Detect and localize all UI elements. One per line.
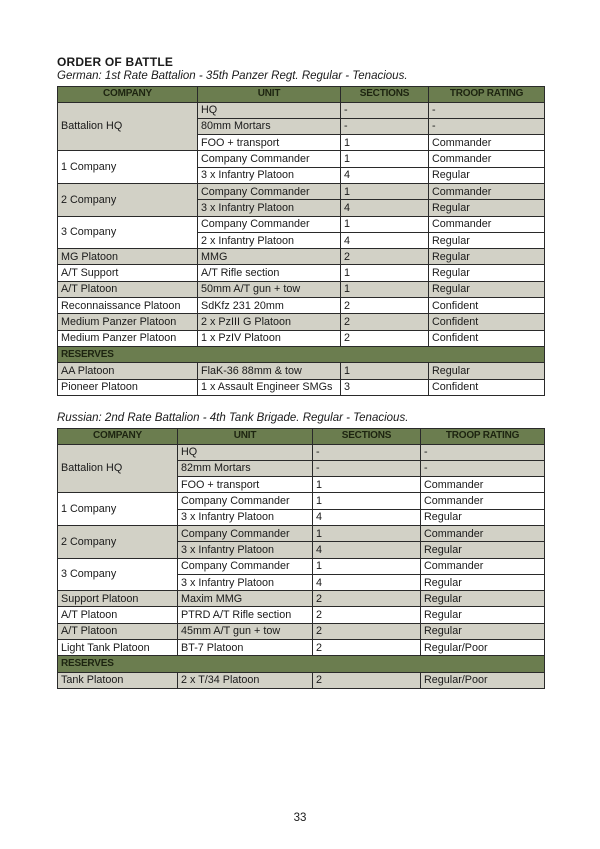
unit-cell: 80mm Mortars — [198, 118, 341, 134]
column-header-unit: UNIT — [198, 87, 341, 103]
troop-rating-cell: Regular — [429, 200, 545, 216]
sections-cell: 2 — [313, 672, 421, 688]
sections-cell: 4 — [341, 200, 429, 216]
troop-rating-cell: Regular — [429, 249, 545, 265]
troop-rating-cell: Regular — [429, 167, 545, 183]
unit-cell: PTRD A/T Rifle section — [178, 607, 313, 623]
company-cell: Medium Panzer Platoon — [58, 314, 198, 330]
unit-cell: Company Commander — [178, 525, 313, 541]
table-row — [58, 363, 545, 379]
troop-rating-cell: Regular — [421, 607, 545, 623]
unit-cell: 3 x Infantry Platoon — [198, 200, 341, 216]
sections-cell: 1 — [313, 493, 421, 509]
column-header-company: COMPANY — [58, 87, 198, 103]
unit-cell: 3 x Infantry Platoon — [178, 509, 313, 525]
unit-cell: A/T Rifle section — [198, 265, 341, 281]
russian-subtitle: Russian: 2nd Rate Battalion - 4th Tank Brigade. Regular - Tenacious. — [57, 412, 409, 424]
sections-cell: 4 — [313, 574, 421, 590]
table-row — [58, 183, 545, 199]
column-header-troop-rating: TROOP RATING — [429, 87, 545, 103]
table-row — [58, 281, 545, 297]
unit-cell: 2 x Infantry Platoon — [198, 232, 341, 248]
unit-cell: SdKfz 231 20mm — [198, 298, 341, 314]
company-cell: 2 Company — [58, 183, 198, 216]
table-row — [58, 265, 545, 281]
german-subtitle: German: 1st Rate Battalion - 35th Panzer Regt. Regular - Tenacious. — [57, 70, 408, 82]
troop-rating-cell: Commander — [429, 216, 545, 232]
troop-rating-cell: Commander — [421, 493, 545, 509]
troop-rating-cell: Confident — [429, 330, 545, 346]
unit-cell: 3 x Infantry Platoon — [178, 574, 313, 590]
table-row — [58, 607, 545, 623]
company-cell: Pioneer Platoon — [58, 379, 198, 395]
unit-cell: Company Commander — [178, 493, 313, 509]
table-row — [58, 525, 545, 541]
troop-rating-cell: - — [421, 444, 545, 460]
unit-cell: 2 x T/34 Platoon — [178, 672, 313, 688]
company-cell: 3 Company — [58, 216, 198, 249]
unit-cell: HQ — [178, 444, 313, 460]
unit-cell: 2 x PzIII G Platoon — [198, 314, 341, 330]
sections-cell: - — [313, 444, 421, 460]
table-row — [58, 558, 545, 574]
sections-cell: 4 — [341, 167, 429, 183]
sections-cell: 2 — [341, 314, 429, 330]
table-row — [58, 672, 545, 688]
troop-rating-cell: Regular — [421, 591, 545, 607]
company-cell: Medium Panzer Platoon — [58, 330, 198, 346]
sections-cell: 2 — [313, 640, 421, 656]
unit-cell: FOO + transport — [198, 135, 341, 151]
troop-rating-cell: Confident — [429, 298, 545, 314]
company-cell: Battalion HQ — [58, 444, 178, 493]
unit-cell: 50mm A/T gun + tow — [198, 281, 341, 297]
troop-rating-cell: Commander — [421, 558, 545, 574]
column-header-sections: SECTIONS — [341, 87, 429, 103]
sections-cell: 4 — [341, 232, 429, 248]
unit-cell: BT-7 Platoon — [178, 640, 313, 656]
sections-cell: 1 — [313, 525, 421, 541]
russian-order-of-battle-table — [57, 428, 545, 689]
unit-cell: Company Commander — [178, 558, 313, 574]
sections-cell: 1 — [313, 558, 421, 574]
sections-cell: 4 — [313, 542, 421, 558]
troop-rating-cell: Commander — [421, 477, 545, 493]
table-row — [58, 330, 545, 346]
unit-cell: FlaK-36 88mm & tow — [198, 363, 341, 379]
unit-cell: 82mm Mortars — [178, 460, 313, 476]
column-header-sections: SECTIONS — [313, 429, 421, 445]
unit-cell: Company Commander — [198, 216, 341, 232]
sections-cell: 4 — [313, 509, 421, 525]
troop-rating-cell: - — [421, 460, 545, 476]
sections-cell: 1 — [341, 363, 429, 379]
unit-cell: 1 x PzIV Platoon — [198, 330, 341, 346]
unit-cell: FOO + transport — [178, 477, 313, 493]
unit-cell: 3 x Infantry Platoon — [198, 167, 341, 183]
sections-cell: 1 — [341, 151, 429, 167]
troop-rating-cell: Regular — [421, 542, 545, 558]
troop-rating-cell: Confident — [429, 314, 545, 330]
sections-cell: 1 — [313, 477, 421, 493]
unit-cell: Maxim MMG — [178, 591, 313, 607]
unit-cell: HQ — [198, 102, 341, 118]
company-cell: Light Tank Platoon — [58, 640, 178, 656]
sections-cell: 1 — [341, 135, 429, 151]
troop-rating-cell: - — [429, 118, 545, 134]
table-row — [58, 640, 545, 656]
unit-cell: Company Commander — [198, 151, 341, 167]
table-row — [58, 591, 545, 607]
troop-rating-cell: Confident — [429, 379, 545, 395]
sections-cell: 1 — [341, 216, 429, 232]
unit-cell: Company Commander — [198, 183, 341, 199]
sections-cell: - — [341, 102, 429, 118]
company-cell: A/T Platoon — [58, 623, 178, 639]
german-order-of-battle-table — [57, 86, 545, 396]
table-row — [58, 493, 545, 509]
company-cell: AA Platoon — [58, 363, 198, 379]
company-cell: Tank Platoon — [58, 672, 178, 688]
company-cell: 3 Company — [58, 558, 178, 591]
company-cell: 1 Company — [58, 493, 178, 526]
reserves-header-row — [58, 656, 545, 672]
troop-rating-cell: Regular — [421, 509, 545, 525]
sections-cell: 2 — [313, 591, 421, 607]
page-title: ORDER OF BATTLE — [57, 55, 174, 69]
troop-rating-cell: Commander — [429, 135, 545, 151]
unit-cell: 1 x Assault Engineer SMGs — [198, 379, 341, 395]
reserves-label: RESERVES — [58, 346, 545, 362]
troop-rating-cell: Commander — [429, 151, 545, 167]
table-header-row — [58, 429, 545, 445]
troop-rating-cell: Regular — [429, 281, 545, 297]
sections-cell: 2 — [341, 330, 429, 346]
table-row — [58, 444, 545, 460]
table-row — [58, 623, 545, 639]
sections-cell: 1 — [341, 183, 429, 199]
reserves-label: RESERVES — [58, 656, 545, 672]
sections-cell: - — [313, 460, 421, 476]
column-header-troop-rating: TROOP RATING — [421, 429, 545, 445]
troop-rating-cell: Commander — [429, 183, 545, 199]
table-row — [58, 249, 545, 265]
sections-cell: 1 — [341, 281, 429, 297]
sections-cell: 2 — [313, 607, 421, 623]
reserves-header-row — [58, 346, 545, 362]
sections-cell: 2 — [313, 623, 421, 639]
company-cell: Reconnaissance Platoon — [58, 298, 198, 314]
column-header-company: COMPANY — [58, 429, 178, 445]
company-cell: Battalion HQ — [58, 102, 198, 151]
troop-rating-cell: Regular — [429, 265, 545, 281]
sections-cell: 3 — [341, 379, 429, 395]
troop-rating-cell: Regular/Poor — [421, 640, 545, 656]
company-cell: Support Platoon — [58, 591, 178, 607]
troop-rating-cell: - — [429, 102, 545, 118]
troop-rating-cell: Regular — [421, 623, 545, 639]
sections-cell: 1 — [341, 265, 429, 281]
company-cell: A/T Platoon — [58, 607, 178, 623]
table-header-row — [58, 87, 545, 103]
company-cell: A/T Support — [58, 265, 198, 281]
sections-cell: 2 — [341, 249, 429, 265]
table-row — [58, 379, 545, 395]
unit-cell: MMG — [198, 249, 341, 265]
unit-cell: 3 x Infantry Platoon — [178, 542, 313, 558]
company-cell: 1 Company — [58, 151, 198, 184]
unit-cell: 45mm A/T gun + tow — [178, 623, 313, 639]
sections-cell: 2 — [341, 298, 429, 314]
page-number: 33 — [293, 812, 307, 824]
troop-rating-cell: Regular — [429, 363, 545, 379]
company-cell: A/T Platoon — [58, 281, 198, 297]
column-header-unit: UNIT — [178, 429, 313, 445]
troop-rating-cell: Commander — [421, 525, 545, 541]
sections-cell: - — [341, 118, 429, 134]
table-row — [58, 314, 545, 330]
troop-rating-cell: Regular — [421, 574, 545, 590]
troop-rating-cell: Regular/Poor — [421, 672, 545, 688]
table-row — [58, 151, 545, 167]
company-cell: 2 Company — [58, 525, 178, 558]
table-row — [58, 298, 545, 314]
table-row — [58, 216, 545, 232]
troop-rating-cell: Regular — [429, 232, 545, 248]
table-row — [58, 102, 545, 118]
company-cell: MG Platoon — [58, 249, 198, 265]
